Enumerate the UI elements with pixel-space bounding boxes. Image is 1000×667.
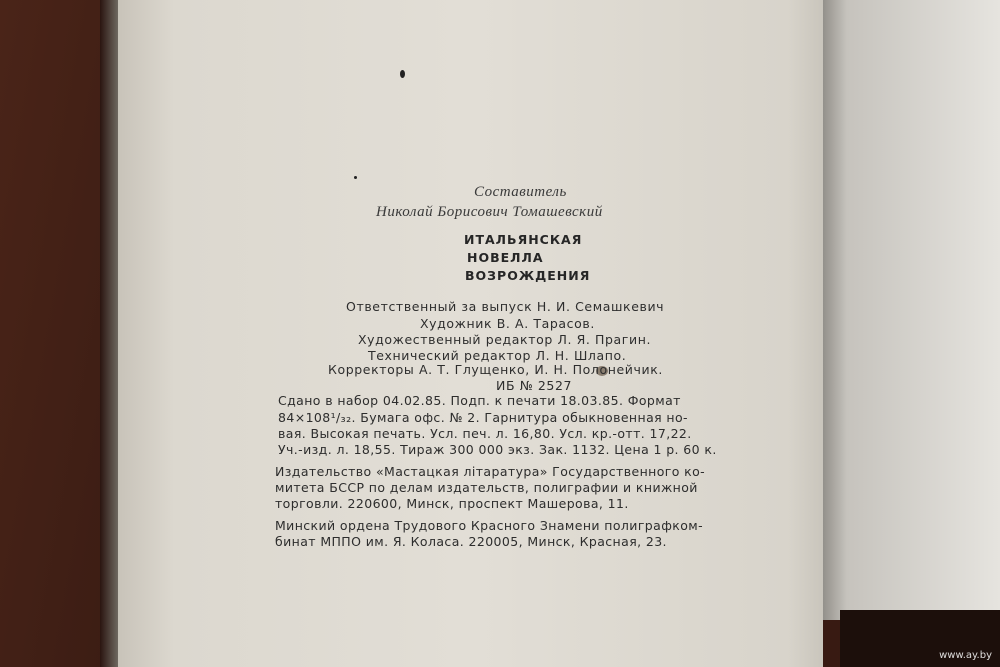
print-info-line: Сдано в набор 04.02.85. Подп. к печати 18.03.85. Формат [278,393,681,408]
title-line: ВОЗРОЖДЕНИЯ [465,268,591,283]
title-line: ИТАЛЬЯНСКАЯ [464,232,583,247]
publisher-line: Издательство «Мастацкая літаратура» Государственного ко- [275,464,706,479]
book-page [118,0,823,667]
printer-line: Минский ордена Трудового Красного Знамени полиграфком- [275,518,704,533]
adjacent-page [820,0,1000,620]
compiler-label: Составитель [474,184,567,200]
printer-line: бинат МППО им. Я. Коласа. 220005, Минск, Красная, 23. [275,534,667,549]
ib-number: ИБ № 2527 [496,378,573,393]
publisher-line: торговли. 220600, Минск, проспект Машерова, 11. [275,496,629,511]
compiler-name: Николай Борисович Томашевский [376,204,603,220]
print-info-line: 84×108¹/₃₂. Бумага офс. № 2. Гарнитура обыкновенная но- [278,410,688,425]
publisher-line: митета БССР по делам издательств, полиграфии и книжной [275,480,698,495]
credit-line: Ответственный за выпуск Н. И. Семашкевич [346,299,665,314]
ink-speck [400,70,405,78]
ink-speck [354,176,357,179]
credit-line: Технический редактор Л. Н. Шлапо. [368,348,627,363]
credit-line: Корректоры А. Т. Глущенко, И. Н. Полонейчик. [328,362,663,377]
title-line: НОВЕЛЛА [467,250,544,265]
credit-line: Художник В. А. Тарасов. [420,316,595,331]
print-info-line: Уч.-изд. л. 18,55. Тираж 300 000 экз. Зак. 1132. Цена 1 р. 60 к. [278,442,717,457]
credit-line: Художественный редактор Л. Я. Прагин. [358,332,652,347]
print-info-line: вая. Высокая печать. Усл. печ. л. 16,80. Усл. кр.-отт. 17,22. [278,426,692,441]
watermark: www.ay.by [939,650,992,661]
